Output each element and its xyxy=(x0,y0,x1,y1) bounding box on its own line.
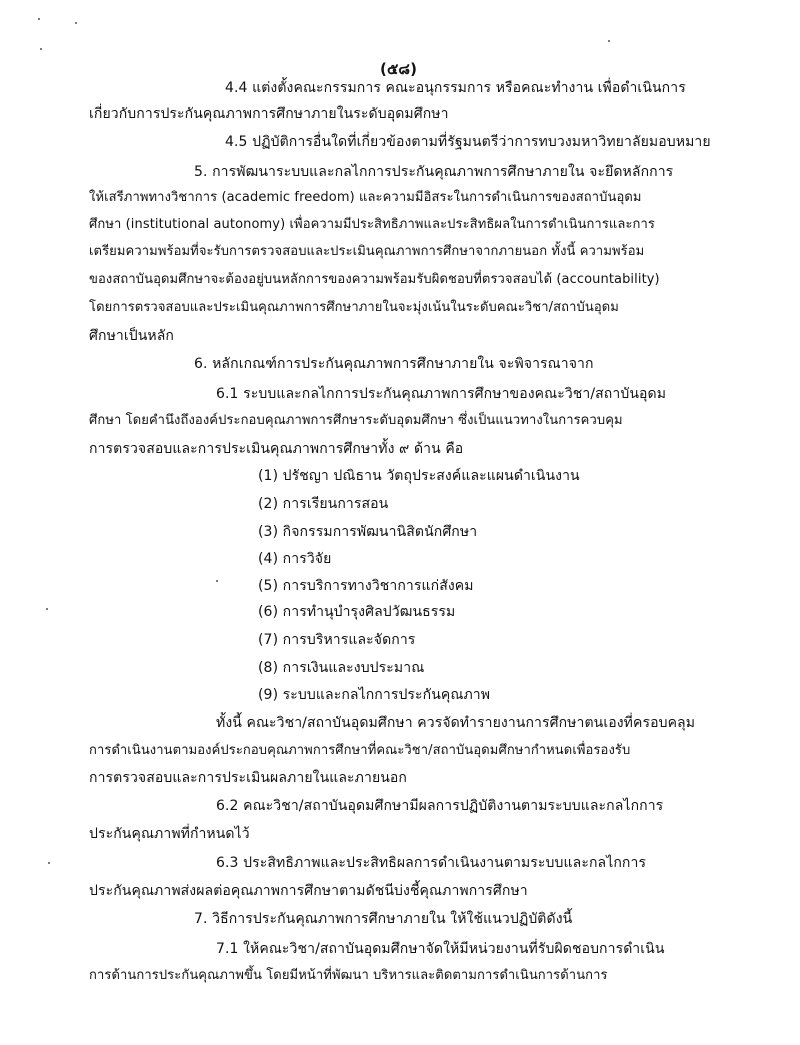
text-line: การตรวจสอบและการประเมินผลภายในและภายนอก xyxy=(89,770,408,786)
text-line: ศึกษา โดยคำนึงถึงองค์ประกอบคุณภาพการศึกษาระดับอุดมศึกษา ซึ่งเป็นแนวทางในการควบคุม xyxy=(89,413,623,428)
aspect-item: (9) ระบบและกลไกการประกันคุณภาพ xyxy=(258,687,491,703)
text-line: ประกันคุณภาพส่งผลต่อคุณภาพการศึกษาตามดัชนีบ่งชี้คุณภาพการศึกษา xyxy=(89,883,528,899)
scan-speck xyxy=(48,862,50,864)
text-line: ศึกษาเป็นหลัก xyxy=(89,328,174,344)
scan-speck xyxy=(216,580,218,582)
text-line: 6.2 คณะวิชา/สถาบันอุดมศึกษามีผลการปฏิบัติงานตามระบบและกลไกการ xyxy=(216,798,664,814)
scan-speck xyxy=(40,48,42,50)
text-line: ให้เสรีภาพทางวิชาการ (academic freedom) และความมีอิสระในการดำเนินการของสถาบันอุดม xyxy=(89,190,642,205)
text-line: การด้านการประกันคุณภาพขึ้น โดยมีหน้าที่พัฒนา บริหารและติดตามการดำเนินการด้านการ xyxy=(89,968,608,983)
aspect-item: (8) การเงินและงบประมาณ xyxy=(258,660,425,676)
scan-speck xyxy=(38,18,40,20)
text-line: 6.3 ประสิทธิภาพและประสิทธิผลการดำเนินงานตามระบบและกลไกการ xyxy=(216,855,647,871)
text-line: 4.4 แต่งตั้งคณะกรรมการ คณะอนุกรรมการ หรือคณะทำงาน เพื่อดำเนินการ xyxy=(225,80,686,96)
text-line: โดยการตรวจสอบและประเมินคุณภาพการศึกษาภายในจะมุ่งเน้นในระดับคณะวิชา/สถาบันอุดม xyxy=(89,300,619,315)
text-line: การดำเนินงานตามองค์ประกอบคุณภาพการศึกษาที่คณะวิชา/สถาบันอุดมศึกษากำหนดเพื่อรองรับ xyxy=(89,743,631,758)
text-line: เตรียมความพร้อมที่จะรับการตรวจสอบและประเมินคุณภาพการศึกษาจากภายนอก ทั้งนี้ ความพร้อม xyxy=(89,244,645,259)
aspect-item: (1) ปรัชญา ปณิธาน วัตถุประสงค์และแผนดำเนินงาน xyxy=(258,468,580,484)
scan-speck xyxy=(46,608,48,610)
text-line: ทั้งนี้ คณะวิชา/สถาบันอุดมศึกษา ควรจัดทำรายงานการศึกษาตนเองที่ครอบคลุม xyxy=(216,715,696,731)
aspect-item: (2) การเรียนการสอน xyxy=(258,496,389,512)
scan-speck xyxy=(608,40,610,42)
text-line: ศึกษา (institutional autonomy) เพื่อความมีประสิทธิภาพและประสิทธิผลในการดำเนินการและการ xyxy=(89,217,655,232)
aspect-item: (3) กิจกรรมการพัฒนานิสิตนักศึกษา xyxy=(258,524,478,540)
text-line: ของสถาบันอุดมศึกษาจะต้องอยู่บนหลักการของความพร้อมรับผิดชอบที่ตรวจสอบได้ (accountability) xyxy=(89,272,660,287)
aspect-item: (4) การวิจัย xyxy=(258,551,332,567)
text-line: 6.1 ระบบและกลไกการประกันคุณภาพการศึกษาของคณะวิชา/สถาบันอุดม xyxy=(216,386,667,402)
text-line: 4.5 ปฏิบัติการอื่นใดที่เกี่ยวข้องตามที่รัฐมนตรีว่าการทบวงมหาวิทยาลัยมอบหมาย xyxy=(225,134,711,150)
section-heading: 6. หลักเกณฑ์การประกันคุณภาพการศึกษาภายใน จะพิจารณาจาก xyxy=(194,356,594,372)
page-number: (๕๘) xyxy=(380,60,418,78)
text-line: 7.1 ให้คณะวิชา/สถาบันอุดมศึกษาจัดให้มีหน่วยงานที่รับผิดชอบการดำเนิน xyxy=(216,941,665,957)
section-heading: 7. วิธีการประกันคุณภาพการศึกษาภายใน ให้ใช้แนวปฏิบัติดังนี้ xyxy=(194,911,573,927)
text-line: 5. การพัฒนาระบบและกลไกการประกันคุณภาพการศึกษาภายใน จะยึดหลักการ xyxy=(194,164,674,180)
text-line: การตรวจสอบและการประเมินคุณภาพการศึกษาทั้ง ๙ ด้าน คือ xyxy=(89,441,464,457)
aspect-item: (7) การบริหารและจัดการ xyxy=(258,632,416,648)
text-line: ประกันคุณภาพที่กำหนดไว้ xyxy=(89,826,250,842)
text-line: เกี่ยวกับการประกันคุณภาพการศึกษาภายในระดับอุดมศึกษา xyxy=(89,106,449,122)
aspect-item: (5) การบริการทางวิชาการแก่สังคม xyxy=(258,578,474,594)
scan-speck xyxy=(75,22,77,24)
aspect-item: (6) การทำนุบำรุงศิลปวัฒนธรรม xyxy=(258,604,456,620)
